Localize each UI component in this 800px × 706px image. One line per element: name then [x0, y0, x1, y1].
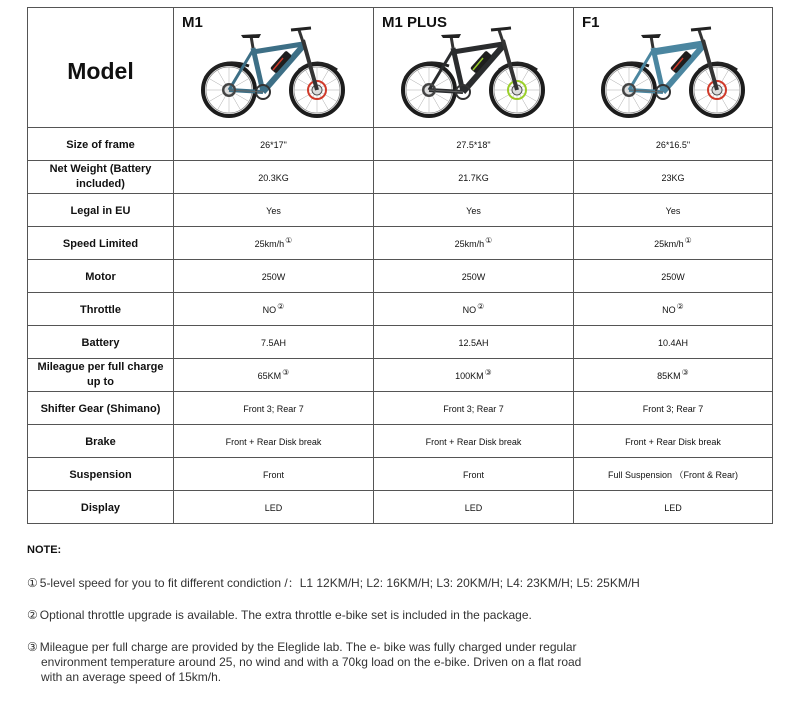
- model-name: M1 PLUS: [382, 14, 448, 31]
- model-header-f1: [574, 8, 773, 128]
- spec-row: [28, 359, 773, 392]
- spec-value: Front + Rear Disk break: [625, 437, 721, 447]
- spec-value-cell: [574, 194, 773, 227]
- spec-label: Motor: [85, 271, 116, 283]
- spec-value: 23KG: [661, 173, 685, 183]
- spec-row: [28, 161, 773, 194]
- spec-value-cell: [374, 392, 574, 425]
- footnote-marker: ①: [285, 236, 293, 245]
- stem: [499, 30, 503, 42]
- spec-value: Front + Rear Disk break: [225, 437, 322, 447]
- model-header-cell: [28, 8, 174, 128]
- spec-label-cell: [28, 161, 174, 194]
- spec-label: Throttle: [80, 304, 121, 316]
- spec-value-cell: [574, 491, 773, 524]
- spec-value: 21.7KG: [458, 173, 489, 183]
- spec-label: Legal in EU: [70, 205, 131, 217]
- note-title: NOTE:: [27, 544, 62, 556]
- note-text: 5-level speed for you to fit different condiction /：L1 12KM/H; L2: 16KM/H; L3: 20KM/H; L4: 23KM/H; L5: 25KM/H: [39, 576, 640, 590]
- spec-label: Mileague per full charge up to: [37, 361, 164, 388]
- spec-value: 12.5AH: [458, 338, 489, 348]
- bike-image-m1-plus: [399, 26, 549, 121]
- spec-value-cell: [174, 260, 374, 293]
- spec-value: Front 3; Rear 7: [443, 404, 504, 414]
- note-2: [27, 608, 532, 623]
- spec-label: Net Weight (Battery included): [49, 163, 152, 190]
- saddle: [441, 34, 461, 38]
- handlebar: [691, 28, 711, 30]
- spec-value: Front: [462, 470, 484, 480]
- spec-value-cell: [574, 326, 773, 359]
- spec-value: Front 3; Rear 7: [243, 404, 304, 414]
- note-text-line: Mileague per full charge are provided by the Eleglide lab. The e- bike was fully charged under regular: [39, 640, 577, 654]
- spec-row: [28, 293, 773, 326]
- spec-value: LED: [264, 503, 283, 513]
- spec-value: Front: [262, 470, 284, 480]
- spec-label-cell: [28, 260, 174, 293]
- spec-value-cell: [574, 260, 773, 293]
- model-label: Model: [67, 58, 134, 84]
- note-text: Optional throttle upgrade is available. The extra throttle e-bike set is included in the package.: [39, 608, 532, 622]
- footnote-marker: ②: [277, 302, 285, 311]
- spec-row: [28, 458, 773, 491]
- spec-row: [28, 392, 773, 425]
- header-row: [28, 8, 773, 128]
- footnote-marker: ①: [684, 236, 692, 245]
- spec-value-cell: [174, 458, 374, 491]
- spec-label: Speed Limited: [62, 238, 139, 250]
- spec-value: Full Suspension （Front & Rear): [607, 470, 739, 480]
- spec-value-cell: [574, 458, 773, 491]
- bike-image-f1: [599, 26, 749, 121]
- stem: [299, 30, 303, 42]
- spec-value-cell: [574, 392, 773, 425]
- spec-table: [27, 7, 773, 524]
- footnote-marker: ①: [485, 236, 493, 245]
- spec-value: NO: [462, 305, 477, 315]
- footnote-marker: ②: [27, 608, 38, 622]
- spec-value-cell: [374, 293, 574, 326]
- spec-value-cell: [374, 227, 574, 260]
- spec-value-cell: [174, 194, 374, 227]
- spec-value-cell: [374, 359, 574, 392]
- footnote-marker: ③: [282, 368, 290, 377]
- spec-label: Battery: [81, 337, 120, 349]
- footnote-marker: ①: [27, 576, 38, 590]
- spec-label-cell: [28, 392, 174, 425]
- spec-row: [28, 194, 773, 227]
- spec-value: 250W: [461, 272, 486, 282]
- spec-label-cell: [28, 326, 174, 359]
- bike-image-m1: [199, 26, 349, 121]
- spec-value-cell: [574, 359, 773, 392]
- footnote-marker: ②: [477, 302, 485, 311]
- spec-row: [28, 491, 773, 524]
- spec-value-cell: [574, 425, 773, 458]
- spec-value-cell: [574, 128, 773, 161]
- handlebar: [291, 28, 311, 30]
- note-text-line: with an average speed of 15km/h.: [41, 670, 222, 684]
- spec-value-cell: [174, 227, 374, 260]
- spec-value-cell: [174, 293, 374, 326]
- spec-value-cell: [374, 491, 574, 524]
- spec-value: Yes: [266, 206, 281, 216]
- spec-label-cell: [28, 359, 174, 392]
- spec-value-cell: [574, 293, 773, 326]
- note-3: [27, 640, 581, 685]
- spec-value-cell: [174, 128, 374, 161]
- spec-value-cell: [174, 425, 374, 458]
- spec-value: 10.4AH: [657, 338, 689, 348]
- spec-value: 27.5*18": [456, 140, 491, 150]
- spec-value-cell: [374, 425, 574, 458]
- model-header-m1: [174, 8, 374, 128]
- spec-value: 25km/h: [254, 239, 285, 249]
- spec-value-cell: [374, 194, 574, 227]
- model-name: F1: [582, 14, 600, 31]
- spec-value-cell: [174, 392, 374, 425]
- spec-value: 25km/h: [654, 239, 684, 249]
- spec-row: [28, 326, 773, 359]
- spec-value: Front 3; Rear 7: [642, 404, 704, 414]
- note-1: [27, 576, 640, 591]
- spec-value: 26*16.5": [655, 140, 691, 150]
- spec-value-cell: [174, 359, 374, 392]
- spec-value-cell: [574, 227, 773, 260]
- spec-value: NO: [662, 305, 676, 315]
- spec-value-cell: [174, 491, 374, 524]
- footnote-marker: ③: [681, 368, 689, 377]
- spec-value: 100KM: [455, 371, 484, 381]
- spec-value-cell: [374, 161, 574, 194]
- spec-value: 26*17": [260, 140, 287, 150]
- saddle: [641, 34, 661, 38]
- spec-value-cell: [174, 161, 374, 194]
- spec-value-cell: [374, 128, 574, 161]
- spec-label-cell: [28, 293, 174, 326]
- spec-value: 85KM: [657, 371, 681, 381]
- spec-value: LED: [464, 503, 483, 513]
- spec-value: 65KM: [257, 371, 282, 381]
- spec-value-cell: [374, 458, 574, 491]
- spec-value-cell: [374, 260, 574, 293]
- spec-label-cell: [28, 425, 174, 458]
- spec-value-cell: [174, 326, 374, 359]
- saddle: [241, 34, 261, 38]
- spec-value: 7.5AH: [260, 338, 286, 348]
- footnote-marker: ②: [676, 302, 684, 311]
- spec-label: Size of frame: [66, 139, 135, 151]
- spec-label-cell: [28, 227, 174, 260]
- spec-value-cell: [574, 161, 773, 194]
- spec-row: [28, 227, 773, 260]
- spec-label: Shifter Gear (Shimano): [40, 403, 161, 415]
- spec-row: [28, 128, 773, 161]
- spec-label-cell: [28, 458, 174, 491]
- spec-value: LED: [664, 503, 682, 513]
- spec-value-cell: [374, 326, 574, 359]
- spec-row: [28, 260, 773, 293]
- spec-value: 250W: [661, 272, 685, 282]
- spec-value: NO: [262, 305, 277, 315]
- spec-label-cell: [28, 194, 174, 227]
- model-header-m1-plus: [374, 8, 574, 128]
- note-text-line: environment temperature around 25, no wind and with a 70kg load on the e-bike. Driven on a flat road: [41, 655, 582, 669]
- handlebar: [491, 28, 511, 30]
- spec-value: Yes: [466, 206, 481, 216]
- stem: [699, 30, 703, 42]
- spec-label-cell: [28, 491, 174, 524]
- spec-value: 250W: [261, 272, 286, 282]
- spec-label-cell: [28, 128, 174, 161]
- spec-label: Suspension: [69, 469, 132, 481]
- spec-value: Yes: [665, 206, 681, 216]
- spec-label: Brake: [85, 436, 116, 448]
- spec-label: Display: [80, 502, 121, 514]
- spec-row: [28, 425, 773, 458]
- model-name: M1: [182, 14, 203, 31]
- spec-value: 20.3KG: [258, 173, 289, 183]
- footnote-marker: ③: [27, 640, 38, 654]
- spec-value: Front + Rear Disk break: [425, 437, 522, 447]
- spec-value: 25km/h: [454, 239, 485, 249]
- footnote-marker: ③: [484, 368, 492, 377]
